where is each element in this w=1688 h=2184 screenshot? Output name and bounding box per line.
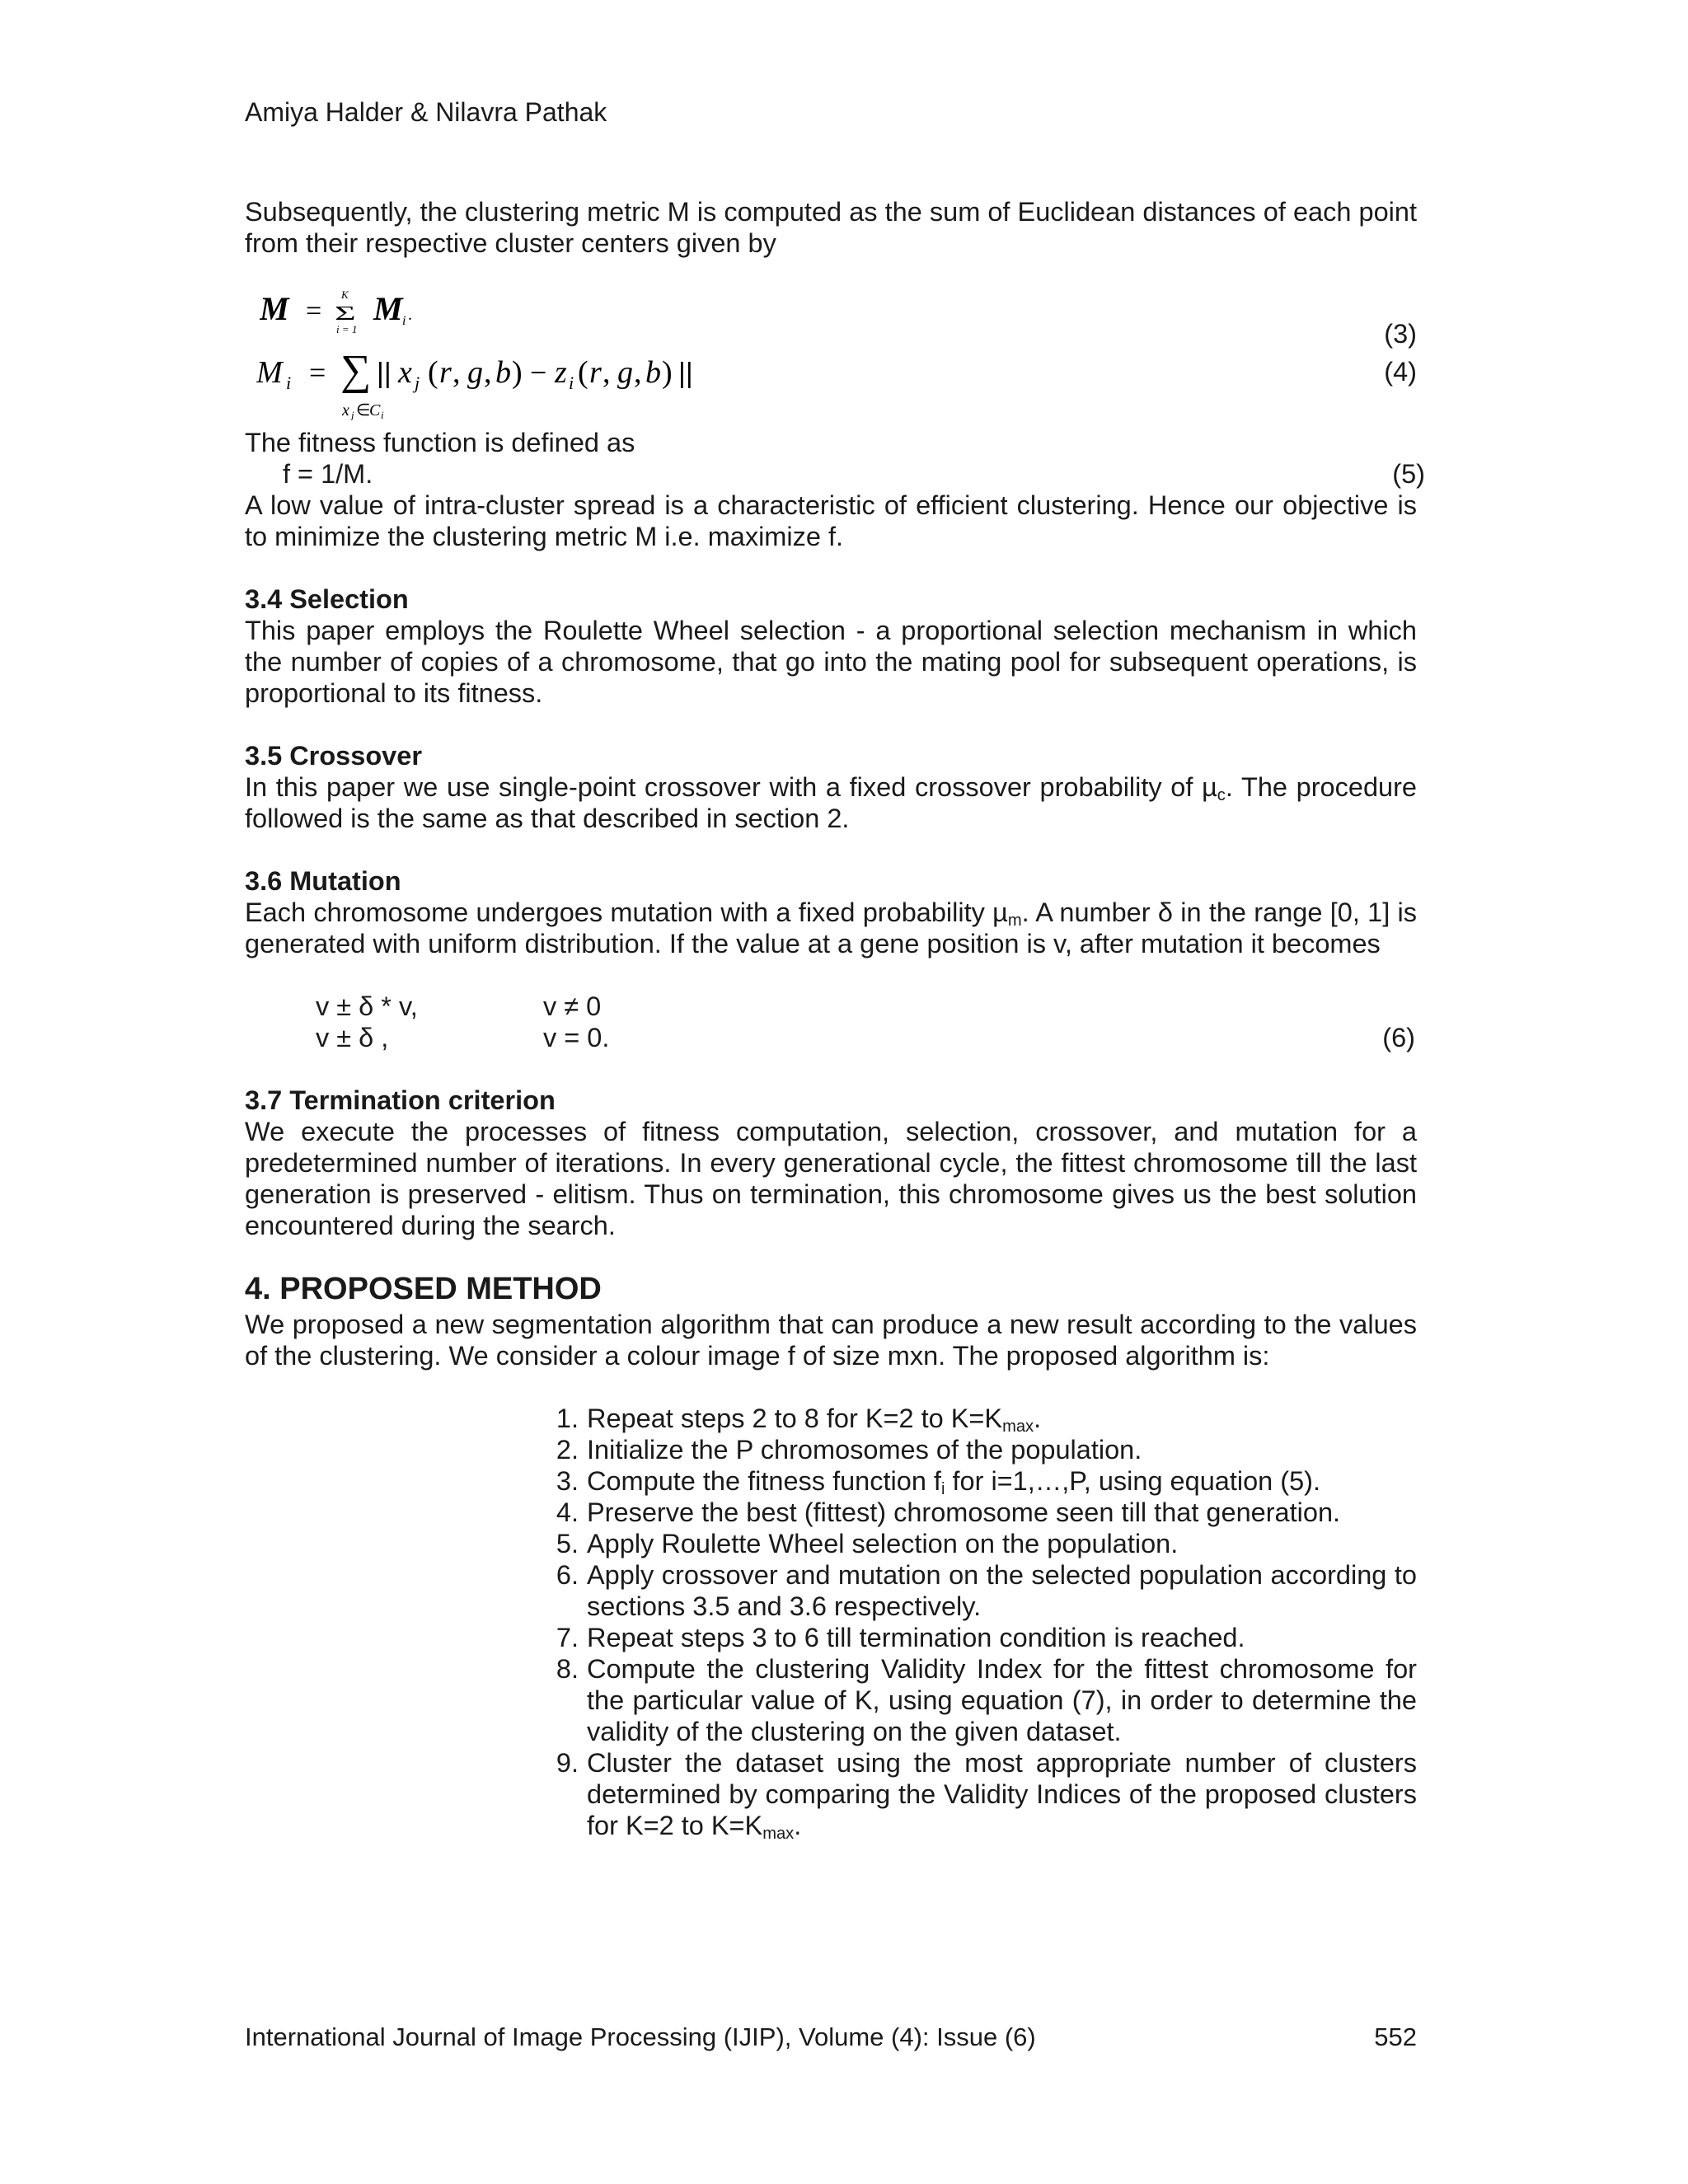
svg-text:j: j [415, 373, 420, 393]
equation-4 [245, 346, 1417, 420]
svg-text:g: g [617, 355, 633, 390]
svg-text:g: g [467, 355, 483, 390]
equation-6-row1-left: v ± δ * v, [316, 991, 418, 1021]
svg-text:i: i [381, 409, 384, 420]
section-heading-proposed-method: 4. PROPOSED METHOD [245, 1272, 602, 1306]
svg-text:x: x [342, 401, 349, 419]
section-heading-termination: 3.7 Termination criterion [245, 1085, 556, 1115]
section-heading-crossover: 3.5 Crossover [245, 741, 422, 771]
proposed-paragraph: We proposed a new segmentation algorithm that can produce a new result according to the values of the clustering. We consider a colour image f of size mxn. The proposed algorithm is: [245, 1310, 1417, 1371]
svg-text:,: , [634, 355, 642, 390]
svg-text:K: K [341, 288, 349, 301]
equation-5 [245, 458, 1425, 490]
list-item: 9. Cluster the dataset using the most appropriate number of clusters determined by comparing the Validity Indices of the proposed clusters for K=2 to $K=K_{max}$. [556, 1748, 1417, 1844]
svg-text:(: ( [428, 355, 438, 390]
page-footer [245, 2022, 1417, 2052]
mutation-paragraph: Each chromosome undergoes mutation with a fixed probability µ$_m$. A number δ in the range [0, 1] is generated with uniform distribution. If the value at a gene position is v, after mutation it becomes [245, 898, 1417, 958]
equation-6-row2-left: v ± δ , [316, 1023, 389, 1052]
svg-text:i: i [569, 373, 574, 393]
equation-6-number: (6) [1382, 1023, 1415, 1052]
list-item: 4. Preserve the best (fittest) chromosome seen till that generation. [556, 1497, 1341, 1527]
svg-text:=: = [306, 296, 322, 326]
running-header: Amiya Halder & Nilavra Pathak [245, 97, 607, 127]
equation-5-expr: f = 1/M. [283, 459, 373, 489]
equation-3 [245, 285, 1417, 349]
svg-text:Σ: Σ [335, 301, 356, 325]
algorithm-steps-list [541, 1403, 1417, 1844]
svg-text:i: i [402, 314, 406, 328]
crossover-paragraph: In this paper we use single-point crossover with a fixed crossover probability of µ$_c$. The procedure followed is the same as that described in section 2. [245, 772, 1417, 833]
svg-text:||: || [678, 358, 693, 389]
svg-text:x: x [398, 355, 412, 390]
fitness-intro: The fitness function is defined as [245, 428, 635, 457]
equation-4-number: (4) [1384, 357, 1417, 387]
svg-text:−: − [530, 356, 547, 389]
svg-text:i = 1: i = 1 [336, 323, 358, 335]
equation-5-number: (5) [1392, 459, 1425, 489]
equation-4-formula [256, 346, 850, 420]
equation-6-row2-right: v = 0. [543, 1023, 610, 1052]
svg-text:r: r [439, 355, 452, 390]
svg-text:b: b [495, 355, 511, 390]
list-item: 1. Repeat steps 2 to 8 for K=2 to $K=K_{max}$. [556, 1404, 1042, 1436]
selection-paragraph: This paper employs the Roulette Wheel selection - a proportional selection mechanism in which the number of copies of a chromosome, that go into the mating pool for subsequent operations, is proportional to its fitness. [245, 616, 1417, 708]
svg-text:M: M [256, 355, 283, 390]
section-heading-selection: 3.4 Selection [245, 584, 409, 614]
svg-text:b: b [645, 355, 661, 390]
lowvalue-paragraph: A low value of intra-cluster spread is a characteristic of efficient clustering. Hence our objective is to minimize the clustering metric M i.e. maximize f. [245, 490, 1417, 551]
equation-3-number: (3) [1384, 319, 1417, 349]
svg-text:M: M [260, 290, 289, 327]
list-item: 6. Apply crossover and mutation on the selected population according to sections 3.5 and 3.6 respectively. [556, 1560, 1417, 1621]
svg-text:(: ( [578, 355, 588, 390]
list-item: 8. Compute the clustering Validity Index for the fittest chromosome for the particular value of K, using equation (7), in order to determine the validity of the clustering on the given dataset. [556, 1654, 1417, 1746]
list-item: 2. Initialize the P chromosomes of the population. [556, 1435, 1142, 1465]
footer-journal: International Journal of Image Processing (IJIP), Volume (4): Issue (6) [245, 2022, 1036, 2051]
svg-text:,: , [484, 355, 492, 390]
svg-text:): ) [662, 355, 673, 390]
intro-paragraph: Subsequently, the clustering metric M is computed as the sum of Euclidean distances of each point from their respective cluster centers given by [245, 197, 1417, 258]
termination-paragraph: We execute the processes of fitness computation, selection, crossover, and mutation for a predetermined number of iterations. In every generational cycle, the fittest chromosome till the last generation is preserved - elitism. Thus on termination, this chromosome gives us the best solution encountered during the search. [245, 1117, 1417, 1240]
equation-3-formula [260, 285, 424, 335]
section-heading-mutation: 3.6 Mutation [245, 866, 401, 896]
svg-text:∈: ∈ [356, 401, 371, 419]
svg-text:.: . [408, 306, 412, 324]
svg-text:M: M [373, 290, 403, 327]
svg-text:z: z [555, 355, 567, 390]
equation-6-row1-right: v ≠ 0 [543, 991, 602, 1021]
list-item: 3. Compute the fitness function $f_i$ for i=1,…,P, using equation (5). [556, 1466, 1321, 1499]
svg-text:j: j [351, 409, 354, 420]
svg-text:,: , [603, 355, 611, 390]
svg-text:): ) [512, 355, 523, 390]
svg-text:∑: ∑ [340, 347, 372, 394]
svg-text:C: C [369, 401, 381, 419]
svg-text:=: = [309, 356, 326, 389]
svg-text:||: || [377, 358, 392, 389]
list-item: 5. Apply Roulette Wheel selection on the population. [556, 1529, 1179, 1558]
equation-6 [245, 991, 1417, 1053]
page-number: 552 [1374, 2022, 1417, 2051]
svg-text:,: , [452, 355, 461, 390]
list-item: 7. Repeat steps 3 to 6 till termination condition is reached. [556, 1623, 1245, 1652]
svg-text:r: r [589, 355, 602, 390]
svg-text:i: i [286, 373, 292, 393]
